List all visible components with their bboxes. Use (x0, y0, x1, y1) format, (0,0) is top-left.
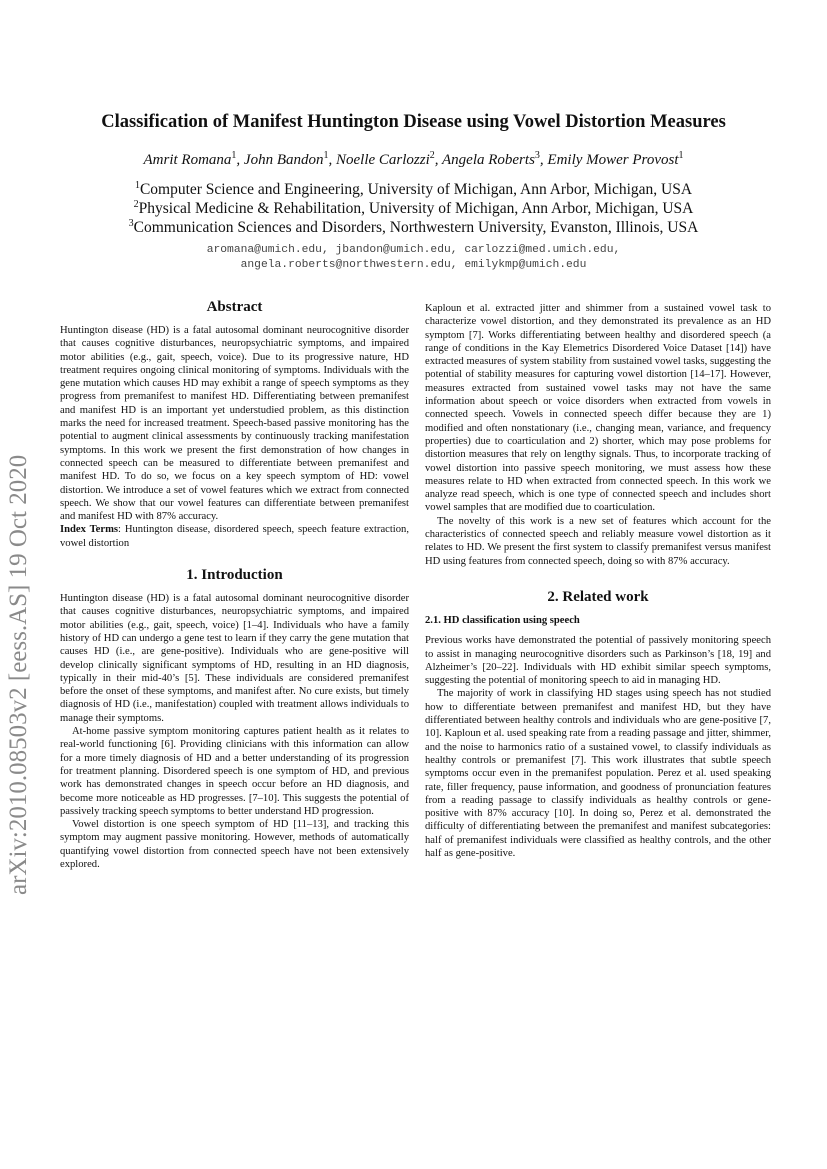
arxiv-stamp: arXiv:2010.08503v2 [eess.AS] 19 Oct 2020 (5, 454, 32, 895)
index-terms-label: Index Terms (60, 524, 119, 536)
abstract-heading: Abstract (206, 299, 263, 315)
paper-header (0, 110, 827, 273)
author: Amrit Romana (143, 152, 232, 168)
paragraph: Vowel distortion is one speech symptom of HD [11–13], and tracking this symptom may augment passive monitoring. However, methods of automatically quantifying vowel distortion from connected speech have not been extensively explored. (60, 819, 409, 870)
paragraph: The novelty of this work is a new set of features which account for the characteristics of connected speech and reliably measure vowel distortion as it relates to HD. We present the first system to classify premanifest versus manifest HD using features from connected speech, doing so with 87% accuracy. (425, 515, 771, 567)
affil-num: 3 (128, 218, 134, 229)
author: Angela Roberts (442, 152, 535, 168)
affil-text: Physical Medicine & Rehabilitation, University of Michigan, Ann Arbor, Michigan, USA (138, 200, 694, 217)
author: Emily Mower Provost (547, 152, 679, 168)
affiliation (0, 199, 827, 218)
author-affil-mark: 1 (323, 150, 329, 161)
paragraph: At-home passive symptom monitoring captures patient health as it relates to real-world functioning [6]. Providing clinicians with this information can allow for a more timely diagnosis of HD and a better understanding of its progression for treatment planning. Disordered speech is one symptom of HD, and previous work has demonstrated changes in speech occur before an HD diagnosis, and become more noticeable as HD progresses. [7–10]. This suggests the potential of passively tracking speech symptoms to better understand HD progression. (60, 726, 409, 817)
author-affil-mark: 2 (429, 150, 435, 161)
author-affil-mark: 1 (231, 150, 237, 161)
affiliation (0, 180, 827, 199)
email-line: angela.roberts@northwestern.edu, emilykmp@umich.edu (240, 259, 587, 271)
left-column (60, 298, 409, 871)
author-affil-mark: 1 (678, 150, 684, 161)
emails (0, 243, 827, 273)
author-affil-mark: 3 (534, 150, 540, 161)
paper-title: Classification of Manifest Huntington Disease using Vowel Distortion Measures (101, 112, 726, 132)
author-list: Amrit Romana$^1$, John Bandon$^1$, Noelle Carlozzi$^2$, Angela Roberts$^3$, Emily Mower Provost$^1$ (143, 150, 684, 168)
paragraph: The majority of work in classifying HD stages using speech has not studied how to differentiate between premanifest and manifest HD, but they have differentiated between healthy controls and individuals who are gene-positive [7, 10]. Kaploun et al. used speaking rate from a reading passage and jitter, shimmer, and the noise to harmonics ratio of a sustained vowel, to classify individuals as healthy controls or premanifest [7]. This work illustrates that subtle speech symptoms occur even in the premanifest population. Perez et al. used speaking rate, filler frequency, pause information, and goodness of pronunciation features from a reading passage to classify individuals as healthy controls or gene-positive with 87% accuracy [10]. In doing so, Perez et al. demonstrated the difficulty of differentiating between the premanifest and manifest subcategories: half of premanifest individuals were classified as healthy controls, and the other half as gene-positive. (425, 688, 771, 859)
affil-text: Communication Sciences and Disorders, Northwestern University, Evanston, Illinois, USA (133, 219, 699, 236)
abstract-text: Huntington disease (HD) is a fatal autosomal dominant neurocognitive disorder that causes cognitive disturbances, neuropsychiatric symptoms, and impaired motor abilities (e.g., gait, speech, voice). Due to its progressive nature, HD treatment requires ongoing clinical monitoring of symptoms. Individuals with the gene mutation which causes HD may exhibit a range of speech symptoms as they progress from premanifest to manifest HD. Differentiating between premanifest and manifest HD is an important yet understudied problem, as this distinction marks the need for increased treatment. Speech-based passive monitoring has the potential to augment clinical assessments by continuously tracking manifestation symptoms. In this work we present the first demonstration of how changes in connected speech can be measured to differentiate between premanifest and manifest HD. To do so, we focus on a key speech symptom of HD: vowel distortion. We introduce a set of vowel features which we extract from connected speech. We show that our vowel features can differentiate between premanifest and manifest HD with 87% accuracy. (60, 325, 409, 523)
right-column (425, 302, 771, 860)
intro-heading: 1. Introduction (186, 567, 283, 584)
related-heading: 2. Related work (547, 588, 649, 605)
index-terms-text: : Huntington disease, disordered speech, speech feature extraction, vowel distortion (60, 524, 409, 549)
email-line: aromana@umich.edu, jbandon@umich.edu, carlozzi@med.umich.edu, (206, 244, 621, 256)
author: John Bandon (243, 152, 324, 168)
author: Noelle Carlozzi (336, 152, 430, 168)
affiliation (0, 218, 827, 237)
affiliations (0, 180, 827, 237)
affil-num: 1 (134, 180, 140, 191)
paragraph: Kaploun et al. extracted jitter and shimmer from a sustained vowel task to characterize vowel distortion, and they demonstrated its prevalence as an HD symptom [7]. Works differentiating between healthy and disordered speech (a range of conditions in the Kay Elemetrics Disordered Voice Dataset [14]) have extracted measures of system stability from sustained vowel tasks, suggesting the potential of stability measures for capturing vowel distortion [14–17]. However, measures extracted from sustained vowel tasks may not have the same information about speech or voice disorders when extracted from vowels in connected speech. Vowels in connected speech differ because they are 1) modified and often nonstationary (i.e., changing mean, variance, and frequency properties) due to coarticulation and 2) shorter, which may pose problems for distortion measures that rely on lengthy signals. Thus, to incorporate tracking of vowel distortion into passive speech monitoring, we must assess how these measures relate to HD when extracted from connected speech. In this work we analyze read speech, which is one type of connected speech and includes short vowel samples that are modified due to coarticulation. (425, 303, 771, 514)
subsection-heading: 2.1. HD classification using speech (425, 614, 580, 626)
paragraph: Previous works have demonstrated the potential of passively monitoring speech to assist in managing neurocognitive disorders such as Parkinson’s [18, 19] and Alzheimer’s [20–22]. Individuals with HD exhibit similar speech symptoms, suggesting the potential of monitoring speech to aid in managing HD. (425, 635, 771, 687)
paragraph: Huntington disease (HD) is a fatal autosomal dominant neurocognitive disorder that causes cognitive disturbances, neuropsychiatric symptoms, and impaired motor abilities (e.g., gait, speech, voice) [1–4]. Individuals who have a family history of HD can undergo a gene test to learn if they carry the gene mutation that causes HD (i.e., are gene-positive). Individuals who are gene-positive will develop clinically significant symptoms of HD, resulting in an HD diagnosis, typically in their mid-40’s [5]. These individuals are considered premanifest before the onset of these symptoms, and manifest after. No cure exists, but timely diagnosis of HD (i.e., manifestation) coupled with treatment allows individuals to manage their symptoms. (60, 593, 409, 724)
affil-text: Computer Science and Engineering, University of Michigan, Ann Arbor, Michigan, USA (139, 181, 693, 198)
affil-num: 2 (133, 199, 139, 210)
index-terms (60, 523, 409, 550)
